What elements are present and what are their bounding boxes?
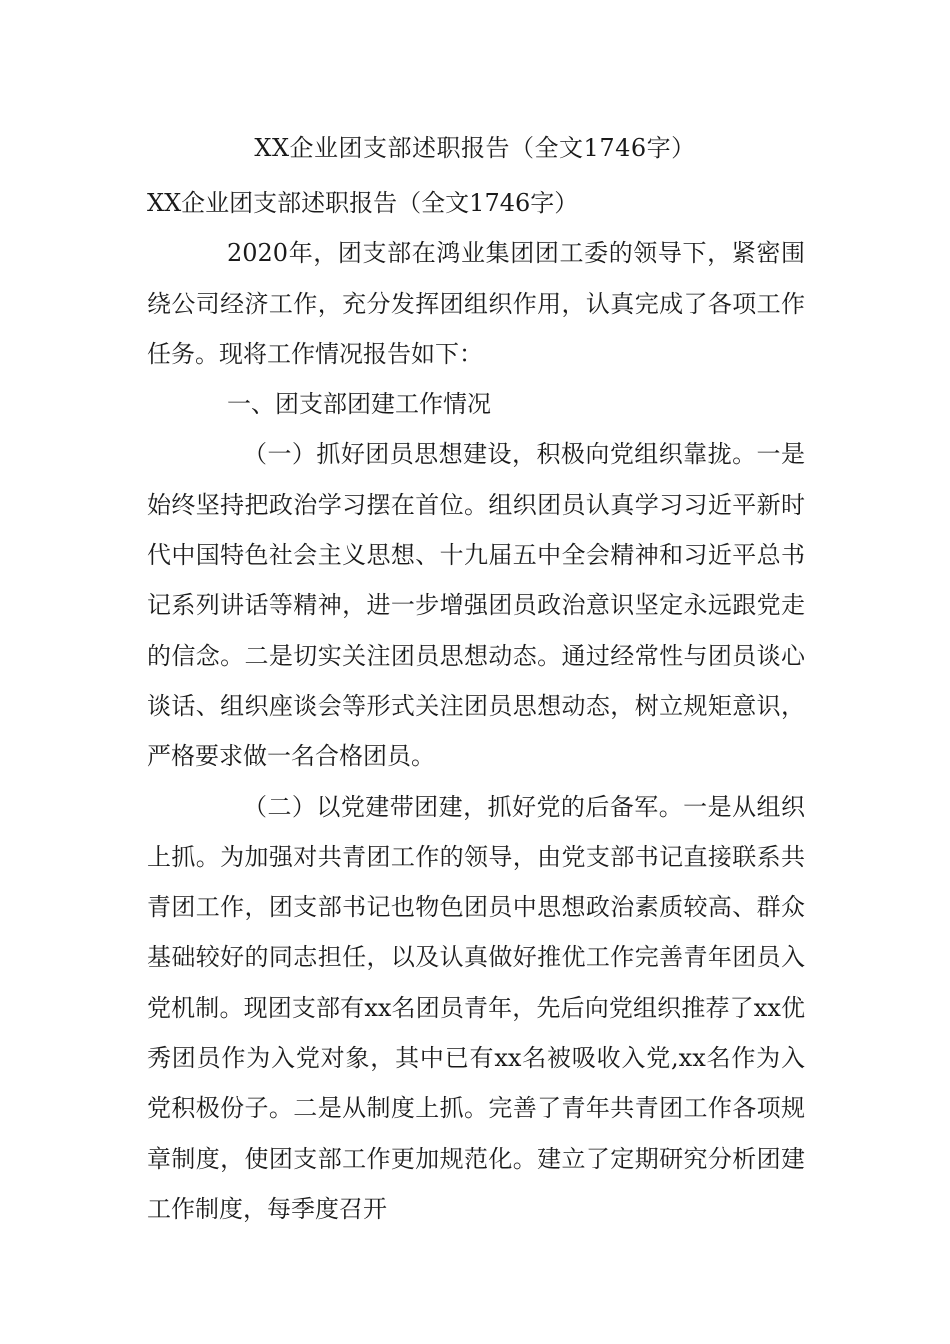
document-body xyxy=(147,178,805,1234)
section-paragraph-1: （一）抓好团员思想建设，积极向党组织靠拢。一是始终坚持把政治学习摆在首位。组织团员认真学习习近平新时代中国特色社会主义思想、十九届五中全会精神和习近平总书记系列讲话等精神，进一步增强团员政治意识坚定永远跟党走的信念。二是切实关注团员思想动态。通过经常性与团员谈心谈话、组织座谈会等形式关注团员思想动态，树立规矩意识，严格要求做一名合格团员。 xyxy=(147,440,805,771)
section-heading-1: 一、团支部团建工作情况 xyxy=(227,390,491,419)
intro-paragraph: 2020年，团支部在鸿业集团团工委的领导下，紧密围绕公司经济工作，充分发挥团组织作用，认真完成了各项工作任务。现将工作情况报告如下： xyxy=(147,239,805,368)
section-paragraph-2: （二）以党建带团建，抓好党的后备军。一是从组织上抓。为加强对共青团工作的领导，由党支部书记直接联系共青团工作，团支部书记也物色团员中思想政治素质较高、群众基础较好的同志担任，以及认真做好推优工作完善青年团员入党机制。现团支部有xx名团员青年，先后向党组织推荐了xx优秀团员作为入党对象，其中已有xx名被吸收入党,xx名作为入党积极份子。二是从制度上抓。完善了青年共青团工作各项规章制度，使团支部工作更加规范化。建立了定期研究分析团建工作制度，每季度召开 xyxy=(147,792,805,1223)
document-subtitle: XX企业团支部述职报告（全文1746字） xyxy=(147,189,579,217)
document-title: XX企业团支部述职报告（全文1746字） xyxy=(254,134,696,162)
